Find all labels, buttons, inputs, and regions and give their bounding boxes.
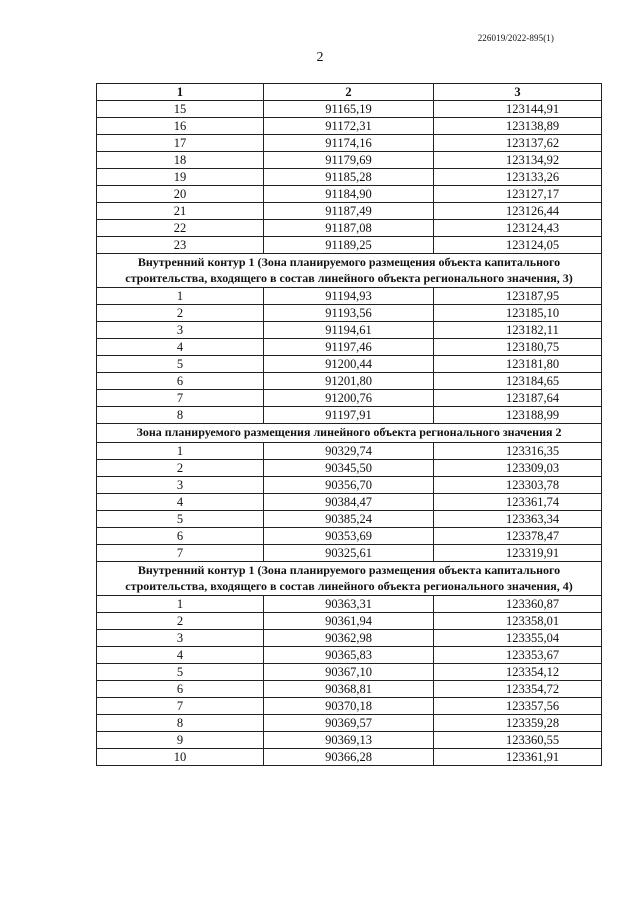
section-title-row: [97, 562, 602, 596]
table-row: [97, 339, 602, 356]
section-title: Внутренний контур 1 (Зона планируемого размещения объекта капитального строительства, входящего в состав линейного объекта регионального значения, 4): [97, 562, 602, 596]
table-row: [97, 477, 602, 494]
y-coordinate: 123133,26: [434, 169, 602, 186]
point-number: 5: [97, 511, 264, 528]
point-number: 4: [97, 494, 264, 511]
x-coordinate: 90367,10: [264, 664, 434, 681]
page-number: 2: [316, 50, 324, 65]
x-coordinate: 90365,83: [264, 647, 434, 664]
table-row: [97, 630, 602, 647]
x-coordinate: 91201,80: [264, 373, 434, 390]
x-coordinate: 90363,31: [264, 596, 434, 613]
point-number: 1: [97, 288, 264, 305]
x-coordinate: 91197,91: [264, 407, 434, 424]
table-row: [97, 118, 602, 135]
point-number: 2: [97, 460, 264, 477]
y-coordinate: 123360,87: [434, 596, 602, 613]
point-number: 15: [97, 101, 264, 118]
table-row: [97, 545, 602, 562]
point-number: 2: [97, 613, 264, 630]
point-number: 6: [97, 528, 264, 545]
point-number: 1: [97, 443, 264, 460]
point-number: 19: [97, 169, 264, 186]
y-coordinate: 123309,03: [434, 460, 602, 477]
x-coordinate: 90361,94: [264, 613, 434, 630]
point-number: 7: [97, 545, 264, 562]
y-coordinate: 123361,74: [434, 494, 602, 511]
table-row: [97, 203, 602, 220]
x-coordinate: 91187,08: [264, 220, 434, 237]
y-coordinate: 123316,35: [434, 443, 602, 460]
table-row: [97, 220, 602, 237]
point-number: 8: [97, 715, 264, 732]
y-coordinate: 123138,89: [434, 118, 602, 135]
section-title: Внутренний контур 1 (Зона планируемого размещения объекта капитального строительства, входящего в состав линейного объекта регионального значения, 3): [97, 254, 602, 288]
x-coordinate: 91200,76: [264, 390, 434, 407]
x-coordinate: 90345,50: [264, 460, 434, 477]
x-coordinate: 91197,46: [264, 339, 434, 356]
x-coordinate: 90329,74: [264, 443, 434, 460]
table-row: [97, 664, 602, 681]
point-number: 2: [97, 305, 264, 322]
y-coordinate: 123124,05: [434, 237, 602, 254]
y-coordinate: 123353,67: [434, 647, 602, 664]
point-number: 20: [97, 186, 264, 203]
table-row: [97, 443, 602, 460]
x-coordinate: 90368,81: [264, 681, 434, 698]
y-coordinate: 123144,91: [434, 101, 602, 118]
coordinates-table-body: [97, 84, 602, 766]
x-coordinate: 90385,24: [264, 511, 434, 528]
y-coordinate: 123134,92: [434, 152, 602, 169]
table-row: [97, 596, 602, 613]
table-row: [97, 135, 602, 152]
point-number: 3: [97, 630, 264, 647]
x-coordinate: 90384,47: [264, 494, 434, 511]
column-header: 1: [97, 84, 264, 101]
x-coordinate: 91174,16: [264, 135, 434, 152]
x-coordinate: 91184,90: [264, 186, 434, 203]
x-coordinate: 90325,61: [264, 545, 434, 562]
y-coordinate: 123124,43: [434, 220, 602, 237]
y-coordinate: 123355,04: [434, 630, 602, 647]
table-row: [97, 288, 602, 305]
point-number: 3: [97, 322, 264, 339]
y-coordinate: 123180,75: [434, 339, 602, 356]
point-number: 5: [97, 664, 264, 681]
table-row: [97, 322, 602, 339]
document-number: 226019/2022-895(1): [477, 33, 554, 43]
y-coordinate: 123127,17: [434, 186, 602, 203]
table-row: [97, 407, 602, 424]
x-coordinate: 91193,56: [264, 305, 434, 322]
table-row: [97, 681, 602, 698]
y-coordinate: 123359,28: [434, 715, 602, 732]
x-coordinate: 90370,18: [264, 698, 434, 715]
table-header-row: [97, 84, 602, 101]
table-row: [97, 698, 602, 715]
point-number: 10: [97, 749, 264, 766]
table-row: [97, 356, 602, 373]
table-row: [97, 373, 602, 390]
x-coordinate: 91165,19: [264, 101, 434, 118]
x-coordinate: 90353,69: [264, 528, 434, 545]
x-coordinate: 91194,61: [264, 322, 434, 339]
point-number: 4: [97, 339, 264, 356]
x-coordinate: 90356,70: [264, 477, 434, 494]
table-row: [97, 715, 602, 732]
table-row: [97, 460, 602, 477]
x-coordinate: 90362,98: [264, 630, 434, 647]
point-number: 5: [97, 356, 264, 373]
table-row: [97, 169, 602, 186]
point-number: 9: [97, 732, 264, 749]
table-row: [97, 749, 602, 766]
x-coordinate: 90369,13: [264, 732, 434, 749]
point-number: 6: [97, 373, 264, 390]
x-coordinate: 91200,44: [264, 356, 434, 373]
point-number: 3: [97, 477, 264, 494]
x-coordinate: 90369,57: [264, 715, 434, 732]
x-coordinate: 91189,25: [264, 237, 434, 254]
y-coordinate: 123354,72: [434, 681, 602, 698]
y-coordinate: 123188,99: [434, 407, 602, 424]
x-coordinate: 91185,28: [264, 169, 434, 186]
point-number: 21: [97, 203, 264, 220]
y-coordinate: 123357,56: [434, 698, 602, 715]
y-coordinate: 123360,55: [434, 732, 602, 749]
table-row: [97, 152, 602, 169]
section-title: Зона планируемого размещения линейного объекта регионального значения 2: [97, 424, 602, 443]
point-number: 18: [97, 152, 264, 169]
y-coordinate: 123363,34: [434, 511, 602, 528]
table-row: [97, 186, 602, 203]
y-coordinate: 123187,64: [434, 390, 602, 407]
point-number: 16: [97, 118, 264, 135]
column-header: 3: [434, 84, 602, 101]
y-coordinate: 123354,12: [434, 664, 602, 681]
y-coordinate: 123303,78: [434, 477, 602, 494]
y-coordinate: 123137,62: [434, 135, 602, 152]
y-coordinate: 123361,91: [434, 749, 602, 766]
table-row: [97, 511, 602, 528]
table-row: [97, 101, 602, 118]
table-row: [97, 305, 602, 322]
point-number: 6: [97, 681, 264, 698]
x-coordinate: 91194,93: [264, 288, 434, 305]
y-coordinate: 123184,65: [434, 373, 602, 390]
coordinates-table: [96, 83, 602, 766]
table-row: [97, 647, 602, 664]
point-number: 8: [97, 407, 264, 424]
point-number: 7: [97, 698, 264, 715]
y-coordinate: 123378,47: [434, 528, 602, 545]
table-row: [97, 732, 602, 749]
x-coordinate: 90366,28: [264, 749, 434, 766]
y-coordinate: 123182,11: [434, 322, 602, 339]
point-number: 7: [97, 390, 264, 407]
table-row: [97, 494, 602, 511]
column-header: 2: [264, 84, 434, 101]
x-coordinate: 91172,31: [264, 118, 434, 135]
y-coordinate: 123181,80: [434, 356, 602, 373]
y-coordinate: 123319,91: [434, 545, 602, 562]
y-coordinate: 123187,95: [434, 288, 602, 305]
point-number: 4: [97, 647, 264, 664]
y-coordinate: 123358,01: [434, 613, 602, 630]
y-coordinate: 123126,44: [434, 203, 602, 220]
x-coordinate: 91179,69: [264, 152, 434, 169]
point-number: 22: [97, 220, 264, 237]
section-title-row: [97, 424, 602, 443]
table-row: [97, 613, 602, 630]
point-number: 23: [97, 237, 264, 254]
point-number: 1: [97, 596, 264, 613]
section-title-row: [97, 254, 602, 288]
point-number: 17: [97, 135, 264, 152]
table-row: [97, 390, 602, 407]
table-row: [97, 528, 602, 545]
y-coordinate: 123185,10: [434, 305, 602, 322]
x-coordinate: 91187,49: [264, 203, 434, 220]
table-row: [97, 237, 602, 254]
